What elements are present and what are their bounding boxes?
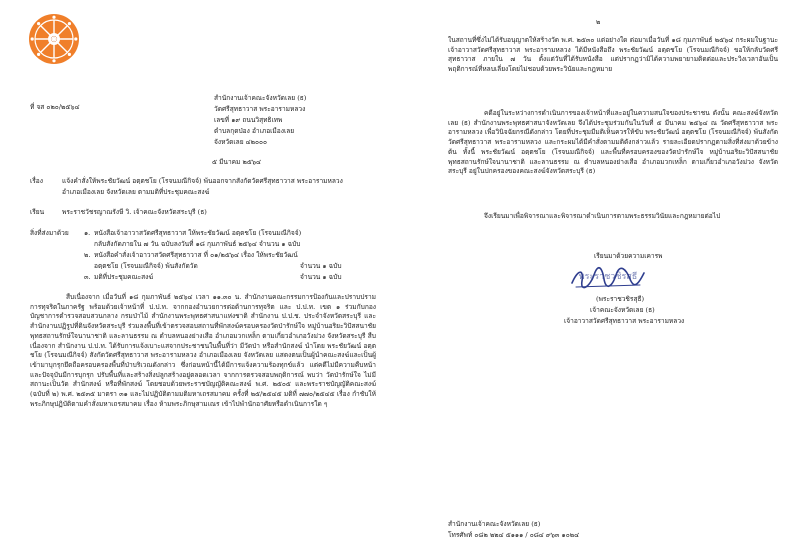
sender-address-line: เลขที่ ๑๙ ถนนวิสุทธิเทพ: [214, 116, 283, 124]
enclosure-number: ๒.: [84, 251, 91, 259]
sender-address-line: ตำบลกุดป่อง อำเภอเมืองเลย: [214, 127, 295, 135]
enclosure-text: อตฺตชโย (โรจนมณีกิจจ์) พ้นสังกัดวัด: [94, 262, 198, 270]
signature: [568, 263, 648, 291]
page-two: [400, 0, 800, 557]
letter-date: ๕ มีนาคม ๒๕๖๔: [212, 158, 262, 166]
footer-phone: โทรศัพท์ ๐๘๒ ๒๒๔ ๕๑๑๑ / ๐๘๔ ๙๖๓ ๑๐๒๔: [448, 531, 580, 539]
subject-text: แจ้งคำสั่งให้พระชัยวัฒน์ อตฺตชโย (โรจนมณีกิจจ์) พ้นออกจากสังกัดวัดศรีสุทธาวาส พระอารามหลวง: [62, 177, 343, 185]
enclosure-count: จำนวน ๑ ฉบับ: [300, 273, 342, 281]
closing-phrase: เรียนมาด้วยความเคารพ: [594, 252, 663, 260]
signature-text: พระราชวชิรสุธี: [578, 272, 638, 282]
signer-name: (พระราชวชิรสุธี): [596, 295, 645, 303]
enclosure-count: จำนวน ๑ ฉบับ: [300, 262, 342, 270]
page-number: ๒: [596, 18, 601, 26]
recipient-text: พระราชวัชรญาณรังษี วิ. เจ้าคณะจังหวัดสระบุรี (ธ): [62, 208, 207, 216]
enclosure-text: กลับสังกัดภายใน ๗ วัน ฉบับลงวันที่ ๑๘ กุมภาพันธ์ ๒๕๖๔ จำนวน ๑ ฉบับ: [94, 240, 301, 248]
enclosure-item: [84, 273, 153, 282]
subject-label: เรื่อง: [30, 177, 43, 185]
footer-office: สำนักงานเจ้าคณะจังหวัดเลย (ธ): [448, 520, 541, 528]
request-line: จึงเรียนมาเพื่อพิจารณาและพิจารณาดำเนินการตามพระธรรมวินัยและกฎหมายต่อไป: [484, 212, 721, 220]
recipient-label: เรียน: [30, 208, 45, 216]
enclosure-number: ๑.: [84, 229, 91, 237]
signer-title: เจ้าคณะจังหวัดเลย (ธ): [590, 306, 655, 314]
continued-paragraph: ในสถานที่ซึ่งไม่ได้รับอนุญาตให้สร้างวัด พ.ศ. ๒๕๓๐ แต่อย่างใด ต่อมาเมื่อวันที่ ๑๘ กุมภาพันธ์ ๒๕๖๔ กระผมในฐานะเจ้าอาวาสวัดศรีสุทธาวาส พระอารามหลวง ได้มีหนังสือถึง พระชัยวัฒน์ อตฺตชโย (โรจนมณีกิจจ์) ขอให้กลับวัดศรีสุทธาวาส ภายใน ๗ วัน ตั้งแต่วันที่ได้รับหนังสือ แต่ปรากฏว่ามิได้ความพยายามติดต่อและประวิงเวลาอันเป็นพฤติการณ์ที่หลบเลี่ยงโดยไม่ชอบด้วยพระวินัยและกฎหมาย: [448, 36, 778, 74]
enclosure-item: [84, 251, 298, 260]
enclosure-label: สิ่งที่ส่งมาด้วย: [30, 229, 69, 237]
dharma-wheel-seal-icon: [28, 13, 80, 65]
reference-number: ที่ จส ๐๒๐/๒๕๖๔: [30, 103, 80, 111]
enclosure-text: หนังสือคำสั่งเจ้าอาวาสวัดศรีสุทธาวาส ที่ ๐๑/๒๕๖๔ เรื่อง ให้พระชัยวัฒน์: [94, 251, 298, 259]
sender-address-line: สำนักงานเจ้าคณะจังหวัดเลย (ธ): [214, 94, 307, 102]
subject-text: อำเภอเมืองเลย จังหวัดเลย ตามมติที่ประชุมคณะสงฆ์: [62, 188, 210, 196]
enclosure-number: ๓.: [84, 273, 91, 281]
enclosure-text: มติที่ประชุมคณะสงฆ์: [94, 273, 154, 281]
sender-address-line: จังหวัดเลย ๔๒๐๐๐: [214, 138, 268, 146]
signer-title: เจ้าอาวาสวัดศรีสุทธาวาส พระอารามหลวง: [564, 317, 685, 325]
enclosure-item: [84, 229, 301, 238]
enclosure-text: หนังสือเจ้าอาวาสวัดศรีสุทธาวาส ให้พระชัยวัฒน์ อตฺตชโย (โรจนมณีกิจจ์): [94, 229, 302, 237]
body-paragraph: สืบเนื่องจาก เมื่อวันที่ ๑๘ กุมภาพันธ์ ๒๕๖๔ เวลา ๑๑.๓๐ น. สำนักงานคณะกรรมการป้องกันและปราบปรามการทุจริตในภาครัฐ พร้อมด้วยเจ้าหน้าที่ ป.ป.ท. จากกองอำนวยการต่อต้านการทุจริต และ ป.ป.ท. เขต ๑ ร่วมกับกองบัญชาการตำรวจสอบสวนกลาง กรมป่าไม้ สำนักงานพระพุทธศาสนาแห่งชาติ สำนักงาน ป.ป.ช. ประจำจังหวัดสระบุรี และสำนักงานปฏิรูปที่ดินจังหวัดสระบุรี ร่วมลงพื้นที่เข้าตรวจสอบสถานที่พักสงฆ์ครอบครองวัดป่ารักษ์ใจ หมู่บ้านอริยะวิปัสสนาชัย พุทธสถานรักษ์ใจนานาชาติ และลานธรรม ณ ตำบลหนองย่างเสือ อำเภอมวกเหล็ก ตามเกี่ยวอำเภอวังม่วง จังหวัดสระบุรี สืบเนื่องจาก สำนักงาน ป.ป.ท. ได้รับการแจ้งเบาะแสจากประชาชนในพื้นที่ว่า มีวัดป่า หรือสำนักสงฆ์ นำโดย พระชัยวัฒน์ อตฺตชโย (โรจนมณีกิจจ์) สังกัดวัดศรีสุทธาวาส พระอารามหลวง อำเภอเมืองเลย จังหวัดเลย แสดงตนเป็นผู้นำคณะสงฆ์และเป็นผู้ เข้ามาบุกรุกยึดถือครอบครองพื้นที่ป่าบริเวณดังกล่าว ซึ่งก่อนหน้านี้ได้มีการแจ้งความร้องทุกข์แล้ว แต่คดีไม่มีความคืบหน้า และปัจจุบันมีการบุกรุก ปรับพื้นที่และสร้างสิ่งปลูกสร้างอยู่ตลอดเวลา จากการตรวจสอบพฤติการณ์ พบว่า วัดป่ารักษ์ใจ ไม่มีสถานะเป็นวัด สำนักสงฆ์ หรือที่พักสงฆ์ โดยชอบด้วยพระราชบัญญัติคณะสงฆ์ พ.ศ. ๒๕๐๕ และพระราชบัญญัติคณะสงฆ์ (ฉบับที่ ๒) พ.ศ. ๒๕๓๕ มาตรา ๓๑ และไม่ปฏิบัติตามมติมหาเถรสมาคม ครั้งที่ ๒๕/๒๕๔๕ มติที่ ๗๗๐/๒๕๔๕ เรื่อง กำชับให้พระภิกษุปฏิบัติตามคำสั่งมหาเถรสมาคม เรื่อง ห้ามพระภิกษุสามเณร เข้าไปพำนักอาศัยหรือดำเนินการใด ๆ: [30, 293, 376, 408]
main-paragraph: คดีอยู่ในระหว่างการดำเนินการของเจ้าหน้าที่และอยู่ในความสนใจของประชาชน ดังนั้น คณะสงฆ์จังหวัดเลย (ธ) สำนักงานพระพุทธศาสนาจังหวัดเลย จึงได้ประชุมร่วมกันในวันที่ ๕ มีนาคม ๒๕๖๔ ณ วัดศรีสุทธาวาส พระอารามหลวง เพื่อวินิจฉัยกรณีดังกล่าว โดยที่ประชุมมีมติเห็นควรให้ขับ พระชัยวัฒน์ อตฺตชโย (โรจนมณีกิจจ์) พ้นสังกัดวัดศรีสุทธาวาส พระอารามหลวง และกระผมได้มีคำสั่งตามมติดังกล่าวแล้ว รายละเอียดปรากฏตามสิ่งที่ส่งมาด้วยข้างต้น ทั้งนี้ พระชัยวัฒน์ อตฺตชโย (โรจนมณีกิจจ์) และพื้นที่ครอบครองของวัดป่ารักษ์ใจ หมู่บ้านอริยะวิปัสสนาชัย พุทธสถานรักษ์ใจนานาชาติ และลานธรรม ณ ตำบลหนองย่างเสือ อำเภอมวกเหล็ก ตามเกี่ยวอำเภอวังม่วง จังหวัดสระบุรี อยู่ในปกครองของคณะสงฆ์จังหวัดสระบุรี (ธ): [448, 109, 778, 176]
sender-address-line: วัดศรีสุทธาวาส พระอารามหลวง: [214, 105, 306, 113]
